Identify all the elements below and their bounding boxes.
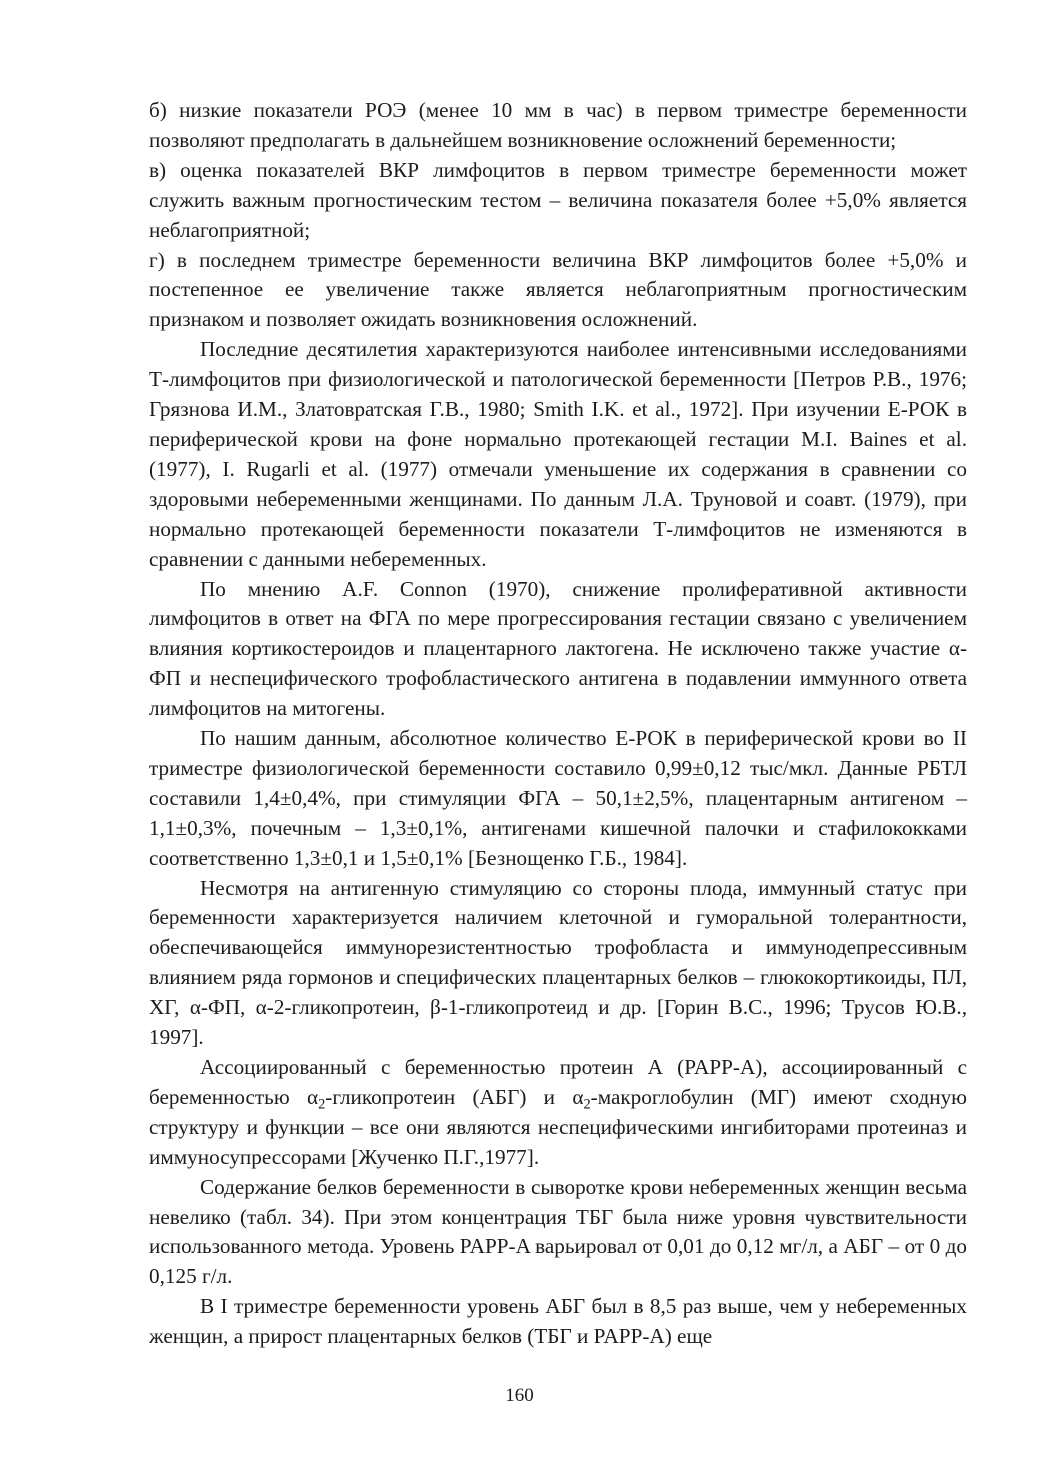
paragraph: В I триместре беременности уровень АБГ был в 8,5 раз выше, чем у небеременных женщин, а прирост плацентарных белков (ТБГ и PAPP-A) еще (149, 1294, 967, 1349)
paragraph: г) в последнем триместре беременности величина ВКР лимфоцитов более +5,0% и постепенное ее увеличение также является неблагоприятным прогностическим признаком и позволяет ожидать возникновения осложнений. (149, 247, 967, 332)
paragraph: Ассоциированный с беременностью протеин А (PAPP-A), ассоциированный с беременностью $\alpha_2$-гликопротеин (АБГ) и $\alpha_2$-макроглобулин (МГ) имеют сходную структуру и функции – все они являются неспецифическими ингибиторами протеиназ и иммуносупрессорами [Жученко П.Г.,1977]. (149, 1055, 967, 1169)
body-text (149, 96, 967, 1352)
paragraph: б) низкие показатели РОЭ (менее 10 мм в час) в первом триместре беременности позволяют предполагать в дальнейшем возникновение осложнений беременности; (149, 98, 967, 152)
paragraph: в) оценка показателей ВКР лимфоцитов в первом триместре беременности может служить важным прогностическим тестом – величина показателя более +5,0% является неблагоприятной; (149, 157, 967, 242)
paragraph: По нашим данным, абсолютное количество Е-РОК в периферической крови во II триместре физиологической беременности составило 0,99±0,12 тыс/мкл. Данные РБТЛ составили 1,4±0,4%, при стимуляции ФГА – 50,1±2,5%, плацентарным антигеном – 1,1±0,3%, почечным – 1,3±0,1%, антигенами кишечной палочки и стафилококками соответственно 1,3±0,1 и 1,5±0,1% [Безнощенко Г.Б., 1984]. (149, 726, 967, 870)
paragraph: По мнению A.F. Connon (1970), снижение пролиферативной активности лимфоцитов в ответ на ФГА по мере прогрессирования гестации связано с увеличением влияния кортикостероидов и плацентарного лактогена. Не исключено также участие α-ФП и неспецифического трофобластического антигена в подавлении иммунного ответа лимфоцитов на митогены. (149, 576, 967, 721)
page-number: 160 (505, 1385, 534, 1406)
paragraph: Несмотря на антигенную стимуляцию со стороны плода, иммунный статус при беременности характеризуется наличием клеточной и гуморальной толерантности, обеспечивающейся иммунорезистентностью трофобласта и иммунодепрессивным влиянием ряда гормонов и специфических плацентарных белков – глюкокортикоиды, ПЛ, ХГ, α-ФП, α-2-гликопротеин, β-1-гликопротеид и др. [Горин В.С., 1996; Трусов Ю.В., 1997]. (149, 875, 967, 1050)
paragraph: Последние десятилетия характеризуются наиболее интенсивными исследованиями Т-лимфоцитов при физиологической и патологической беременности [Петров Р.В., 1976; Грязнова И.М., Златовратская Г.В., 1980; Smith I.K. et al., 1972]. При изучении Е-РОК в периферической крови на фоне нормально протекающей гестации M.I. Baines et al. (1977), I. Rugarli et al. (1977) отмечали уменьшение их содержания в сравнении со здоровыми небеременными женщинами. По данным Л.А. Труновой и соавт. (1979), при нормально протекающей беременности показатели Т-лимфоцитов не изменяются в сравнении с данными небеременных. (149, 337, 967, 571)
paragraph: Содержание белков беременности в сыворотке крови небеременных женщин весьма невелико (табл. 34). При этом концентрация ТБГ была ниже уровня чувствительности использованного метода. Уровень PAPP-A варьировал от 0,01 до 0,12 мг/л, а АБГ – от 0 до 0,125 г/л. (149, 1174, 967, 1289)
